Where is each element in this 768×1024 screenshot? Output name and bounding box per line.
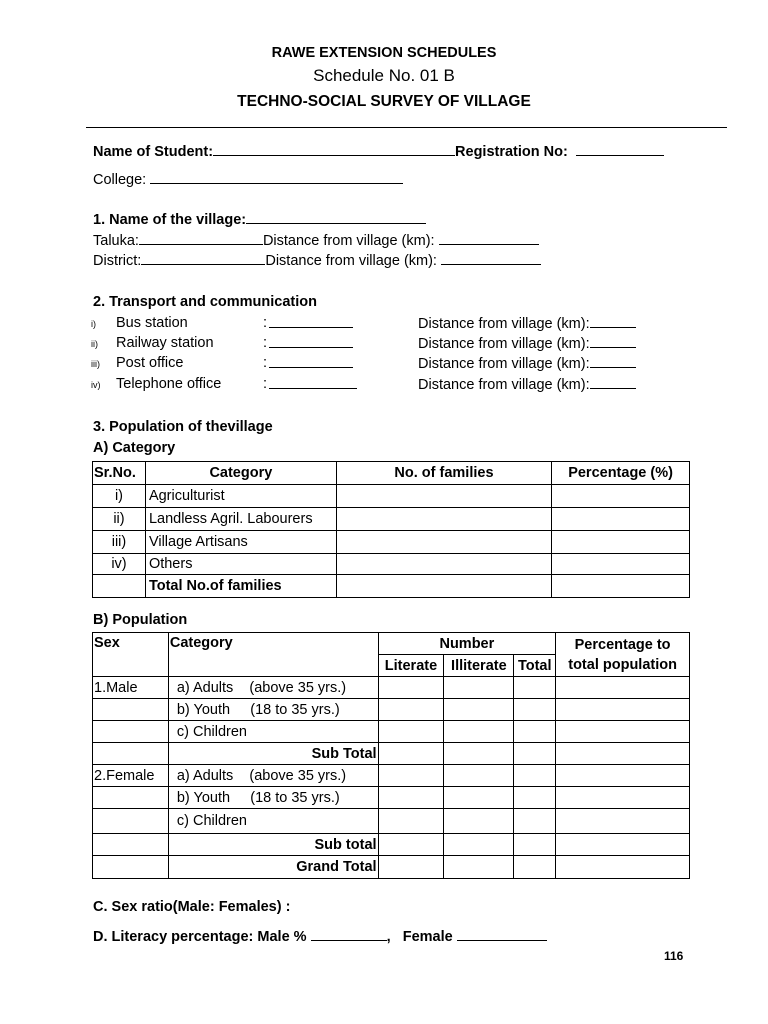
telephone-distance-label: Distance from village (km): bbox=[418, 377, 590, 393]
category-row-srno: i) bbox=[93, 485, 146, 508]
grand-total-label: Grand Total bbox=[168, 856, 378, 879]
families-cell[interactable] bbox=[336, 531, 551, 554]
youth-age-label: (18 to 35 yrs.) bbox=[250, 701, 340, 718]
name-of-student-label: Name of Student: bbox=[93, 144, 214, 160]
percentage-cell[interactable] bbox=[556, 721, 690, 743]
table-row bbox=[93, 721, 690, 743]
village-name-blank[interactable] bbox=[246, 211, 426, 224]
name-of-student-field bbox=[93, 143, 664, 160]
table-row bbox=[93, 856, 690, 879]
transport-colon-bus: : bbox=[263, 315, 268, 331]
female-literacy-label: Female bbox=[402, 929, 453, 945]
empty-sex-cell bbox=[93, 809, 169, 834]
percentage-cell[interactable] bbox=[556, 787, 690, 809]
illiterate-cell[interactable] bbox=[444, 787, 514, 809]
families-cell[interactable] bbox=[336, 554, 551, 575]
population-table bbox=[92, 632, 690, 879]
percentage-cell[interactable] bbox=[556, 765, 690, 787]
empty-sex-cell bbox=[93, 834, 169, 856]
bus-distance-label: Distance from village (km): bbox=[418, 316, 590, 332]
empty-sex-cell bbox=[93, 787, 169, 809]
adults-label: a) Adults bbox=[176, 767, 234, 784]
female-children-label: c) Children bbox=[168, 809, 378, 834]
category-table-header-category: Category bbox=[145, 462, 336, 485]
table-row bbox=[93, 575, 690, 598]
female-literacy-blank[interactable] bbox=[457, 928, 547, 941]
taluka-distance-label: Distance from village (km): bbox=[262, 233, 435, 249]
telephone-office-blank[interactable] bbox=[269, 376, 357, 389]
total-cell[interactable] bbox=[514, 834, 556, 856]
total-cell[interactable] bbox=[514, 743, 556, 765]
table-row bbox=[93, 809, 690, 834]
name-of-student-blank[interactable] bbox=[213, 143, 455, 156]
population-header-number: Number bbox=[378, 633, 556, 655]
transport-label-railway: Railway station bbox=[116, 335, 214, 351]
youth-age-label: (18 to 35 yrs.) bbox=[250, 789, 340, 806]
subsection-b-title: B) Population bbox=[93, 612, 188, 628]
population-header-percentage bbox=[556, 633, 690, 677]
literacy-percentage-field bbox=[93, 928, 547, 945]
category-row-srno: iii) bbox=[93, 531, 146, 554]
category-row-srno: ii) bbox=[93, 508, 146, 531]
category-table-header-percentage: Percentage (%) bbox=[552, 462, 690, 485]
illiterate-cell[interactable] bbox=[444, 721, 514, 743]
telephone-distance-field bbox=[418, 376, 636, 393]
percentage-cell[interactable] bbox=[552, 508, 690, 531]
population-header-percentage-line2: total population bbox=[568, 656, 677, 673]
railway-distance-label: Distance from village (km): bbox=[418, 336, 590, 352]
transport-colon-railway: : bbox=[263, 335, 268, 351]
illiterate-cell[interactable] bbox=[444, 834, 514, 856]
population-header-category: Category bbox=[168, 633, 378, 677]
percentage-cell[interactable] bbox=[556, 809, 690, 834]
bus-distance-field bbox=[418, 315, 636, 332]
subsection-a-title: A) Category bbox=[93, 440, 176, 456]
table-row bbox=[93, 743, 690, 765]
literate-cell[interactable] bbox=[378, 743, 444, 765]
population-header-total: Total bbox=[514, 655, 556, 677]
page-number: 116 bbox=[664, 949, 684, 963]
section2-title: 2. Transport and communication bbox=[93, 294, 317, 310]
families-cell[interactable] bbox=[336, 485, 551, 508]
college-label: College: bbox=[93, 172, 147, 188]
post-office-blank[interactable] bbox=[269, 355, 353, 368]
percentage-cell[interactable] bbox=[556, 677, 690, 699]
category-table-header-families: No. of families bbox=[336, 462, 551, 485]
population-header-percentage-line1: Percentage to bbox=[574, 636, 671, 653]
college-field bbox=[93, 171, 403, 188]
empty-sex-cell bbox=[93, 699, 169, 721]
transport-num-1: i) bbox=[91, 319, 96, 329]
table-row bbox=[93, 765, 690, 787]
empty-sex-cell bbox=[93, 721, 169, 743]
category-table bbox=[92, 461, 690, 598]
empty-sex-cell bbox=[93, 743, 169, 765]
district-distance-label: Distance from village (km): bbox=[265, 253, 437, 269]
total-percentage-cell[interactable] bbox=[552, 575, 690, 598]
taluka-field bbox=[93, 232, 539, 249]
table-row bbox=[93, 699, 690, 721]
transport-num-3: iii) bbox=[91, 359, 100, 369]
railway-distance-blank[interactable] bbox=[590, 335, 636, 348]
sex-ratio-label: C. Sex ratio(Male: Females) : bbox=[93, 899, 291, 915]
table-row bbox=[93, 677, 690, 699]
district-field bbox=[93, 252, 541, 269]
total-cell[interactable] bbox=[514, 787, 556, 809]
female-label: 2.Female bbox=[93, 765, 169, 787]
illiterate-cell[interactable] bbox=[444, 699, 514, 721]
transport-num-2: ii) bbox=[91, 339, 98, 349]
category-table-header-srno: Sr.No. bbox=[93, 462, 146, 485]
literate-cell[interactable] bbox=[378, 856, 444, 879]
percentage-cell[interactable] bbox=[556, 834, 690, 856]
telephone-distance-blank[interactable] bbox=[590, 376, 636, 389]
male-subtotal-label: Sub Total bbox=[168, 743, 378, 765]
literate-cell[interactable] bbox=[378, 677, 444, 699]
adults-label: a) Adults bbox=[176, 679, 234, 696]
youth-label: b) Youth bbox=[176, 789, 231, 806]
total-row-srno bbox=[93, 575, 146, 598]
taluka-distance-blank[interactable] bbox=[439, 232, 539, 245]
male-label: 1.Male bbox=[93, 677, 169, 699]
population-header-illiterate: Illiterate bbox=[444, 655, 514, 677]
table-row bbox=[93, 834, 690, 856]
youth-label: b) Youth bbox=[176, 701, 231, 718]
post-distance-label: Distance from village (km): bbox=[418, 356, 590, 372]
male-adults-cell bbox=[168, 677, 378, 699]
female-adults-cell bbox=[168, 765, 378, 787]
section3-title: 3. Population of thevillage bbox=[93, 419, 273, 435]
section1-title: 1. Name of the village: bbox=[93, 212, 247, 228]
schedule-series-title: RAWE EXTENSION SCHEDULES bbox=[271, 45, 497, 61]
total-families-cell[interactable] bbox=[336, 575, 551, 598]
illiterate-cell[interactable] bbox=[444, 743, 514, 765]
literacy-percentage-label: D. Literacy percentage: Male % bbox=[93, 929, 307, 945]
total-cell[interactable] bbox=[514, 765, 556, 787]
literate-cell[interactable] bbox=[378, 721, 444, 743]
transport-colon-post: : bbox=[263, 355, 268, 371]
illiterate-cell[interactable] bbox=[444, 856, 514, 879]
district-distance-blank[interactable] bbox=[441, 252, 541, 265]
percentage-cell[interactable] bbox=[556, 699, 690, 721]
taluka-blank[interactable] bbox=[139, 232, 263, 245]
district-label: District: bbox=[93, 253, 142, 269]
category-row-label: Village Artisans bbox=[145, 531, 336, 554]
illiterate-cell[interactable] bbox=[444, 677, 514, 699]
post-distance-blank[interactable] bbox=[590, 355, 636, 368]
survey-title: TECHNO-SOCIAL SURVEY OF VILLAGE bbox=[237, 93, 531, 110]
percentage-cell[interactable] bbox=[552, 485, 690, 508]
registration-blank[interactable] bbox=[576, 143, 664, 156]
population-header-sex: Sex bbox=[93, 633, 169, 677]
literate-cell[interactable] bbox=[378, 834, 444, 856]
male-youth-cell bbox=[168, 699, 378, 721]
college-blank[interactable] bbox=[150, 171, 403, 184]
total-cell[interactable] bbox=[514, 809, 556, 834]
families-cell[interactable] bbox=[336, 508, 551, 531]
adults-age-label: (above 35 yrs.) bbox=[249, 679, 347, 696]
category-row-label: Landless Agril. Labourers bbox=[145, 508, 336, 531]
category-row-label: Others bbox=[145, 554, 336, 575]
railway-station-blank[interactable] bbox=[269, 335, 353, 348]
schedule-number: Schedule No. 01 B bbox=[313, 66, 455, 85]
post-distance-field bbox=[418, 355, 636, 372]
bus-station-blank[interactable] bbox=[269, 315, 353, 328]
total-cell[interactable] bbox=[514, 677, 556, 699]
table-row bbox=[93, 554, 690, 575]
category-row-srno: iv) bbox=[93, 554, 146, 575]
transport-label-telephone: Telephone office bbox=[116, 376, 222, 392]
population-header-literate: Literate bbox=[378, 655, 444, 677]
percentage-cell[interactable] bbox=[552, 531, 690, 554]
district-blank[interactable] bbox=[141, 252, 265, 265]
table-row bbox=[93, 531, 690, 554]
transport-label-bus: Bus station bbox=[116, 315, 188, 331]
female-subtotal-label: Sub total bbox=[168, 834, 378, 856]
percentage-cell[interactable] bbox=[556, 856, 690, 879]
empty-sex-cell bbox=[93, 856, 169, 879]
table-row bbox=[93, 508, 690, 531]
transport-label-post: Post office bbox=[116, 355, 184, 371]
railway-distance-field bbox=[418, 335, 636, 352]
literate-cell[interactable] bbox=[378, 787, 444, 809]
literacy-separator: , bbox=[386, 929, 391, 945]
total-families-label: Total No.of families bbox=[145, 575, 336, 598]
table-row bbox=[93, 787, 690, 809]
percentage-cell[interactable] bbox=[552, 554, 690, 575]
literate-cell[interactable] bbox=[378, 765, 444, 787]
literate-cell[interactable] bbox=[378, 699, 444, 721]
table-row bbox=[93, 485, 690, 508]
total-cell[interactable] bbox=[514, 699, 556, 721]
registration-label: Registration No: bbox=[455, 144, 568, 160]
bus-distance-blank[interactable] bbox=[590, 315, 636, 328]
transport-num-4: iv) bbox=[91, 380, 101, 390]
literate-cell[interactable] bbox=[378, 809, 444, 834]
total-cell[interactable] bbox=[514, 856, 556, 879]
illiterate-cell[interactable] bbox=[444, 809, 514, 834]
transport-colon-telephone: : bbox=[263, 376, 268, 392]
female-youth-cell bbox=[168, 787, 378, 809]
male-children-label: c) Children bbox=[168, 721, 378, 743]
taluka-label: Taluka: bbox=[93, 233, 139, 249]
category-row-label: Agriculturist bbox=[145, 485, 336, 508]
male-literacy-blank[interactable] bbox=[311, 928, 387, 941]
village-name-field bbox=[93, 211, 426, 228]
header-divider bbox=[86, 127, 727, 128]
illiterate-cell[interactable] bbox=[444, 765, 514, 787]
total-cell[interactable] bbox=[514, 721, 556, 743]
adults-age-label: (above 35 yrs.) bbox=[249, 767, 347, 784]
percentage-cell[interactable] bbox=[556, 743, 690, 765]
